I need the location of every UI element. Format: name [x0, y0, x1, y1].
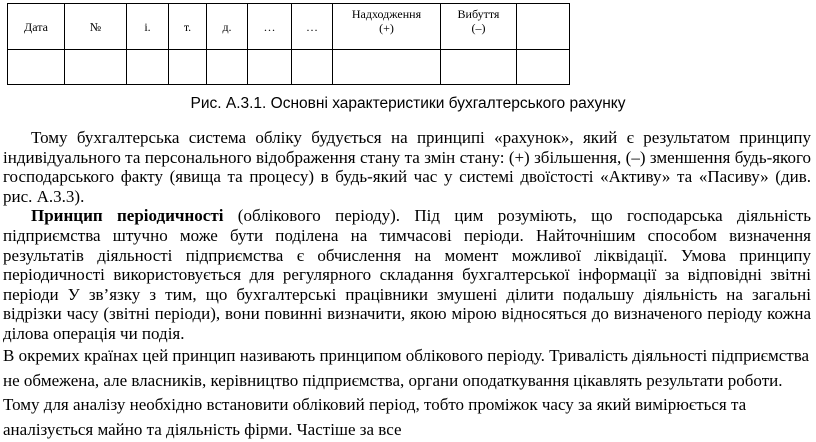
table-cell [169, 50, 207, 85]
header-credit-sign: (–) [471, 21, 486, 35]
header-credit-label: Вибуття [457, 7, 500, 21]
table-cell [127, 50, 169, 85]
header-debit-sign: (+) [379, 21, 394, 35]
table-cell [207, 50, 248, 85]
figure-caption: Рис. А.3.1. Основні характеристики бухгалтерського рахунку [190, 95, 626, 112]
table-cell [517, 50, 570, 85]
header-ellipsis-2: … [292, 4, 333, 50]
table-cell [292, 50, 333, 85]
table-cell [441, 50, 517, 85]
body-text [3, 128, 811, 344]
table-cell [248, 50, 292, 85]
header-debit-label: Надходження [351, 7, 422, 21]
table-row [8, 50, 570, 85]
bold-term: Принцип періодичності [31, 206, 224, 226]
paragraph-2-text: (облікового періоду). Під цим розуміють, що господарська діяльність підприємства штучно може бути поділена на тимчасові періоди. Найточнішим способом визначення результатів діяльності підприємства є обчислення на момент можливої ліквідації. Умова принципу періодичності використовується для регулярного складання бухгалтерської інформації за відповідні звітні періоди У зв’язку з тим, що бухгалтерські працівники змушені ділити подальшу діяльність на загальні відрізки часу (звітні періоди), вони повинні визначити, якою мірою відносяться до визначеного періоду кожна ділова операція чи подія. [3, 206, 812, 343]
paragraph-1: Тому бухгалтерська система обліку будується на принципі «рахунок», який є результатом принципу індивідуального та персонального відображення стану та змін стану: (+) збільшення, (–) зменшення будь-якого господарського факту (явища та процесу) в будь-який час у системі двоїстості «Активу» та «Пасиву» (див. рис. А.3.3). [3, 128, 811, 206]
header-debit [333, 4, 441, 50]
body-text-continued [3, 344, 811, 442]
table-cell [8, 50, 65, 85]
table-cell [65, 50, 127, 85]
paragraph-3: В окремих країнах цей принцип називають принципом облікового періоду. Тривалість діяльності підприємства не обмежена, але власників, керівництво підприємства, органи оподаткування цікавлять результати роботи. Тому для аналізу необхідно встановити обліковий період, тобто проміжок часу за який вимірюється та аналізується майно та діяльність фірми. Частіше за все [3, 346, 810, 439]
header-ellipsis-1: … [248, 4, 292, 50]
paragraph-2 [3, 206, 811, 343]
header-d: д. [207, 4, 248, 50]
header-credit [441, 4, 517, 50]
header-date: Дата [8, 4, 65, 50]
table-cell [333, 50, 441, 85]
header-blank [517, 4, 570, 50]
header-number: № [65, 4, 127, 50]
header-t: т. [169, 4, 207, 50]
header-i: і. [127, 4, 169, 50]
account-table [7, 3, 570, 85]
